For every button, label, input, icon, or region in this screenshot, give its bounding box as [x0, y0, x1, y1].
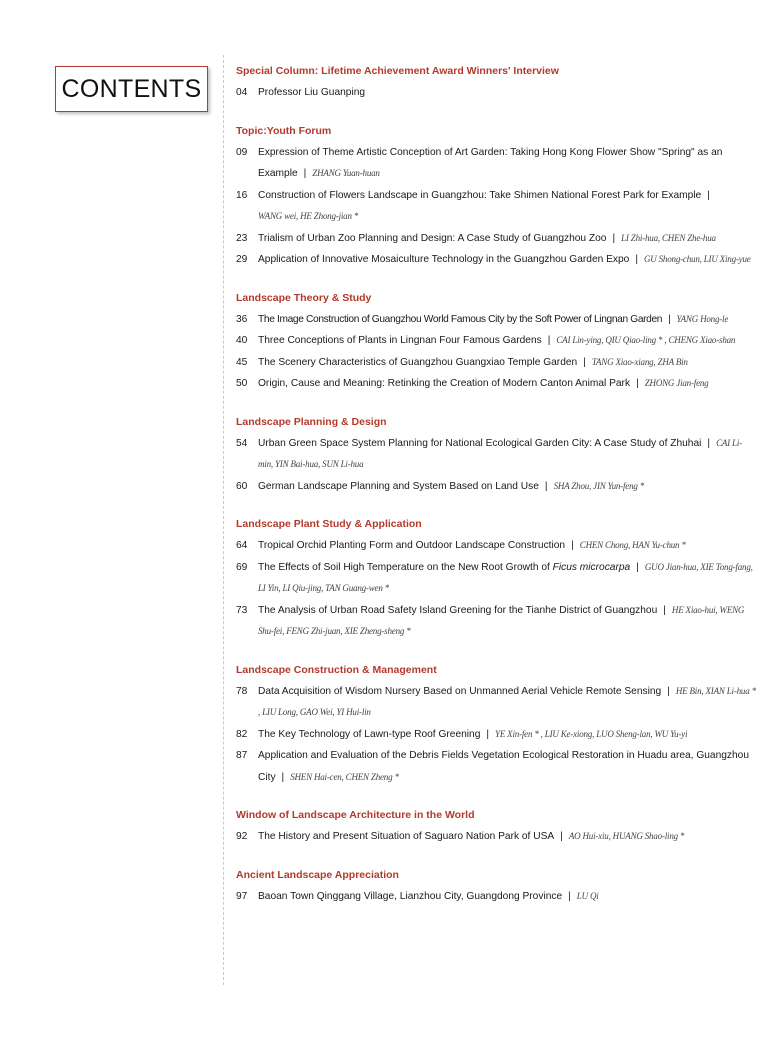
separator: |: [281, 771, 285, 783]
page-number: 64: [236, 540, 248, 551]
article-authors: LU Qi: [576, 890, 599, 901]
separator: |: [544, 480, 548, 492]
article-authors: ZHANG Yuan-huan: [312, 168, 380, 178]
article-authors: LI Zhi-hua, CHEN Zhe-hua: [621, 232, 716, 243]
toc-section: [236, 61, 756, 104]
toc-entry[interactable]: [236, 142, 756, 185]
toc-entry[interactable]: [236, 249, 756, 271]
article-title: Professor Liu Guanping: [258, 87, 366, 98]
separator: |: [568, 890, 571, 902]
section-title: Window of Landscape Architecture in the World: [236, 809, 475, 821]
article-title: Trialism of Urban Zoo Planning and Design: A Case Study of Guangzhou Zoo: [258, 232, 607, 244]
toc-entry[interactable]: [236, 681, 756, 724]
page-number: 36: [236, 313, 248, 325]
page-number: 82: [236, 728, 248, 740]
section-title: Special Column: Lifetime Achievement Award Winners' Interview: [236, 65, 559, 77]
separator: |: [668, 313, 671, 325]
section-title: Topic:Youth Forum: [236, 124, 332, 137]
toc-section: [236, 412, 756, 498]
article-authors: CHEN Chong, HAN Yu-chun *: [579, 540, 686, 550]
toc-section: [236, 660, 756, 789]
toc-entry[interactable]: [236, 886, 756, 908]
article-authors: CAI Li-min, YIN Bai-hua, SUN Li-hua: [258, 437, 742, 469]
article-authors: AO Hui-xiu, HUANG Shao-ling *: [568, 831, 685, 841]
article-title: German Landscape Planning and System Based on Land Use: [258, 480, 539, 492]
article-title: Application of Innovative Mosaiculture Technology in the Guangzhou Garden Expo: [258, 254, 630, 265]
article-title: The Analysis of Urban Road Safety Island Greening for the Tianhe District of Guangzhou: [258, 604, 658, 616]
page-number: 09: [236, 146, 248, 158]
toc-entry[interactable]: [236, 557, 756, 600]
article-authors: GUO Jian-hua, XIE Tong-fang, LI Yin, LI Qiu-jing, TAN Guang-wen *: [258, 561, 753, 593]
section-title: Landscape Plant Study & Application: [236, 518, 422, 530]
page-number: 97: [236, 890, 248, 902]
contents-heading: CONTENTS: [55, 66, 208, 112]
toc-entry[interactable]: [236, 433, 756, 476]
article-authors: YANG Hong-le: [676, 313, 729, 324]
page-number: 87: [236, 750, 248, 761]
article-authors: CAI Lin-ying, QIU Qiao-ling * , CHENG Xiao-shan: [556, 335, 736, 345]
page-number: 29: [236, 254, 248, 265]
separator: |: [663, 604, 666, 616]
page-number: 16: [236, 189, 248, 201]
article-title: The Scenery Characteristics of Guangzhou Guangxiao Temple Garden: [258, 356, 578, 368]
toc-entry[interactable]: [236, 600, 756, 643]
section-title: Landscape Construction & Management: [236, 663, 437, 676]
separator: |: [635, 254, 638, 265]
page-number: 78: [236, 685, 248, 697]
article-authors: ZHONG Jian-feng: [644, 378, 709, 388]
separator: |: [707, 189, 710, 201]
separator: |: [636, 561, 639, 573]
toc-entry[interactable]: [236, 330, 756, 352]
page-number: 92: [236, 831, 248, 842]
toc-entry[interactable]: [236, 724, 756, 746]
separator: |: [636, 378, 639, 389]
toc-entry[interactable]: [236, 82, 756, 104]
toc-section: [236, 514, 756, 643]
scientific-name: Ficus microcarpa: [552, 561, 631, 573]
toc-entry[interactable]: [236, 826, 756, 848]
page-number: 54: [236, 437, 248, 449]
separator: |: [583, 356, 586, 368]
article-title: Data Acquisition of Wisdom Nursery Based on Unmanned Aerial Vehicle Remote Sensing: [258, 685, 662, 697]
separator: |: [612, 232, 616, 244]
article-title: Three Conceptions of Plants in Lingnan Four Famous Gardens: [258, 335, 542, 346]
toc-section: [236, 288, 756, 395]
article-authors: TANG Xiao-xiang, ZHA Bin: [591, 356, 688, 367]
article-title: Application and Evaluation of the Debris Fields Vegetation Ecological Restoration in Huadu area, Guangzhou City: [258, 750, 750, 783]
toc-section: [236, 805, 756, 848]
article-title: Construction of Flowers Landscape in Guangzhou: Take Shimen National Forest Park for Example: [258, 189, 702, 201]
separator: |: [486, 728, 490, 740]
section-title: Landscape Planning & Design: [236, 415, 387, 428]
article-title: Urban Green Space System Planning for National Ecological Garden City: A Case Study of Zhuhai: [258, 437, 702, 449]
article-title: Tropical Orchid Planting Form and Outdoor Landscape Construction: [258, 540, 566, 551]
article-title: The History and Present Situation of Saguaro Nation Park of USA: [258, 831, 555, 842]
page-number: 50: [236, 378, 248, 389]
page-number: 73: [236, 604, 248, 616]
article-authors: SHA Zhou, JIN Yun-feng *: [553, 480, 645, 491]
section-title: Landscape Theory & Study: [236, 291, 372, 304]
article-title: The Image Construction of Guangzhou World Famous City by the Soft Power of Lingnan Garden: [258, 313, 663, 325]
toc-section: [236, 121, 756, 271]
separator: |: [303, 168, 307, 179]
article-title: Expression of Theme Artistic Conception of Art Garden: Taking Hong Kong Flower Show "Spring" as an Example: [258, 146, 723, 179]
page-number: 69: [236, 561, 248, 573]
toc-entry[interactable]: [236, 535, 756, 557]
column-divider: [223, 55, 224, 985]
page-number: 04: [236, 87, 248, 98]
article-authors: HE Xiao-hui, WENG Shu-fei, FENG Zhi-juan, XIE Zheng-sheng *: [258, 604, 745, 636]
article-title: The Effects of Soil High Temperature on the New Root Growth of: [258, 561, 553, 573]
article-title: Origin, Cause and Meaning: Retinking the Creation of Modern Canton Animal Park: [258, 378, 631, 389]
toc-entry[interactable]: [236, 185, 756, 228]
page-number: 60: [236, 480, 248, 492]
toc-list: [236, 61, 756, 924]
page-number: 45: [236, 356, 248, 368]
toc-entry[interactable]: [236, 228, 756, 250]
toc-entry[interactable]: [236, 745, 756, 788]
toc-entry[interactable]: [236, 352, 756, 374]
article-title: Baoan Town Qinggang Village, Lianzhou City, Guangdong Province: [258, 890, 563, 902]
toc-entry[interactable]: [236, 476, 756, 498]
toc-entry[interactable]: [236, 373, 756, 395]
article-authors: GU Shong-chun, LIU Xing-yue: [643, 254, 751, 264]
article-authors: YE Xin-fen * , LIU Ke-xiong, LUO Sheng-lan, WU Yu-yi: [495, 728, 688, 739]
article-authors: HE Bin, XIAN Li-hua * , LIU Long, GAO Wei, YI Hui-lin: [258, 685, 756, 717]
toc-section: [236, 865, 756, 908]
page-number: 40: [236, 335, 248, 346]
article-authors: WANG wei, HE Zhong-jian *: [258, 211, 359, 221]
separator: |: [560, 831, 563, 842]
separator: |: [707, 437, 711, 449]
separator: |: [571, 540, 574, 551]
toc-entry[interactable]: [236, 309, 756, 331]
separator: |: [667, 685, 670, 697]
article-authors: SHEN Hai-cen, CHEN Zheng *: [290, 771, 399, 782]
separator: |: [547, 335, 551, 346]
page-number: 23: [236, 232, 248, 244]
article-title: The Key Technology of Lawn-type Roof Greening: [258, 728, 481, 740]
section-title: Ancient Landscape Appreciation: [236, 868, 399, 881]
